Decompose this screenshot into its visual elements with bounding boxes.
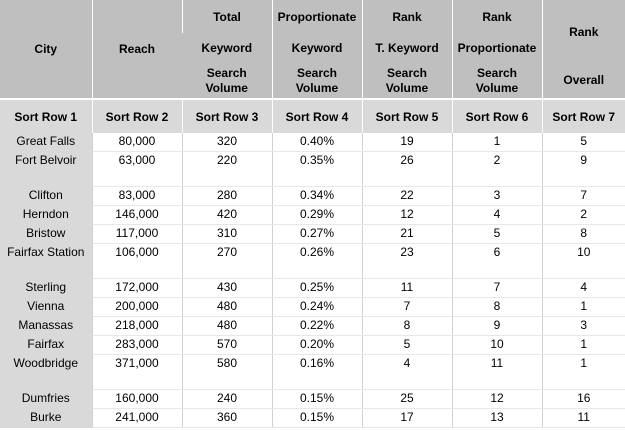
header-col7-top[interactable]: Rank (542, 0, 625, 63)
cell-city: Manassas (0, 317, 92, 336)
table-row (0, 298, 625, 317)
cell-proportionate-keyword: 0.15% (272, 409, 362, 428)
cell-reach: 63,000 (92, 152, 182, 187)
cell-total-keyword: 430 (182, 279, 272, 298)
header-reach[interactable]: Reach (92, 0, 182, 99)
cell-rank-proportionate: 7 (452, 279, 542, 298)
table-row (0, 336, 625, 355)
cell-city: Herndon (0, 206, 92, 225)
cell-city: Dumfries (0, 390, 92, 409)
table-row (0, 390, 625, 409)
cell-rank-proportionate: 2 (452, 152, 542, 187)
cell-rank-t-keyword: 25 (362, 390, 452, 409)
header-col6-mid: Proportionate (452, 33, 542, 63)
cell-reach: 160,000 (92, 390, 182, 409)
cell-rank-overall: 10 (542, 244, 625, 279)
cell-rank-proportionate: 1 (452, 133, 542, 152)
cell-rank-t-keyword: 11 (362, 279, 452, 298)
table-row (0, 279, 625, 298)
cell-reach: 200,000 (92, 298, 182, 317)
cell-total-keyword: 420 (182, 206, 272, 225)
cell-proportionate-keyword: 0.25% (272, 279, 362, 298)
cell-rank-proportionate: 13 (452, 409, 542, 428)
cell-reach: 117,000 (92, 225, 182, 244)
sort-row-3[interactable]: Sort Row 3 (182, 99, 272, 133)
cell-rank-overall: 2 (542, 206, 625, 225)
header-col6-top[interactable]: Rank (452, 0, 542, 33)
cell-total-keyword: 240 (182, 390, 272, 409)
sort-row-2[interactable]: Sort Row 2 (92, 99, 182, 133)
cell-total-keyword: 570 (182, 336, 272, 355)
cell-rank-t-keyword: 19 (362, 133, 452, 152)
table-row (0, 244, 625, 279)
header-col4-mid: Keyword (272, 33, 362, 63)
cell-rank-t-keyword: 5 (362, 336, 452, 355)
cell-total-keyword: 220 (182, 152, 272, 187)
cell-rank-overall: 11 (542, 409, 625, 428)
cell-city: Fort Belvoir (0, 152, 92, 187)
cell-reach: 83,000 (92, 187, 182, 206)
cell-reach: 371,000 (92, 355, 182, 390)
header-col5-bot: Search Volume (362, 63, 452, 99)
cell-total-keyword: 270 (182, 244, 272, 279)
cell-rank-overall: 1 (542, 298, 625, 317)
table-header (0, 0, 625, 99)
cell-reach: 172,000 (92, 279, 182, 298)
cell-city: Great Falls (0, 133, 92, 152)
cell-rank-proportionate: 11 (452, 355, 542, 390)
header-col3-bot: Search Volume (182, 63, 272, 99)
cell-rank-proportionate: 10 (452, 336, 542, 355)
table-row (0, 206, 625, 225)
cell-rank-overall: 5 (542, 133, 625, 152)
table-body (0, 133, 625, 428)
cell-total-keyword: 280 (182, 187, 272, 206)
header-city[interactable]: City (0, 0, 92, 99)
cell-city: Clifton (0, 187, 92, 206)
header-col7-bot: Overall (542, 63, 625, 99)
cell-proportionate-keyword: 0.34% (272, 187, 362, 206)
header-col3-top[interactable]: Total (182, 0, 272, 33)
cell-rank-overall: 3 (542, 317, 625, 336)
cell-proportionate-keyword: 0.35% (272, 152, 362, 187)
sort-row-1[interactable]: Sort Row 1 (0, 99, 92, 133)
cell-rank-overall: 16 (542, 390, 625, 409)
cell-rank-proportionate: 5 (452, 225, 542, 244)
header-col4-bot: Search Volume (272, 63, 362, 99)
cell-proportionate-keyword: 0.15% (272, 390, 362, 409)
cell-total-keyword: 580 (182, 355, 272, 390)
cell-rank-overall: 8 (542, 225, 625, 244)
cell-proportionate-keyword: 0.20% (272, 336, 362, 355)
cell-rank-t-keyword: 12 (362, 206, 452, 225)
cell-rank-overall: 9 (542, 152, 625, 187)
cell-proportionate-keyword: 0.27% (272, 225, 362, 244)
cell-reach: 146,000 (92, 206, 182, 225)
cell-proportionate-keyword: 0.26% (272, 244, 362, 279)
cell-proportionate-keyword: 0.40% (272, 133, 362, 152)
cell-rank-t-keyword: 7 (362, 298, 452, 317)
table-row (0, 133, 625, 152)
cell-total-keyword: 320 (182, 133, 272, 152)
cell-rank-t-keyword: 23 (362, 244, 452, 279)
cell-rank-proportionate: 12 (452, 390, 542, 409)
header-col3-mid: Keyword (182, 33, 272, 63)
cell-total-keyword: 360 (182, 409, 272, 428)
cell-rank-t-keyword: 17 (362, 409, 452, 428)
cell-rank-proportionate: 8 (452, 298, 542, 317)
sort-row-6[interactable]: Sort Row 6 (452, 99, 542, 133)
cell-reach: 218,000 (92, 317, 182, 336)
cell-city: Burke (0, 409, 92, 428)
cell-rank-t-keyword: 26 (362, 152, 452, 187)
cell-city: Fairfax Station (0, 244, 92, 279)
cell-city: Fairfax (0, 336, 92, 355)
cell-total-keyword: 480 (182, 317, 272, 336)
sort-row-7[interactable]: Sort Row 7 (542, 99, 625, 133)
cell-city: Vienna (0, 298, 92, 317)
cell-total-keyword: 480 (182, 298, 272, 317)
cell-city: Bristow (0, 225, 92, 244)
cell-rank-proportionate: 6 (452, 244, 542, 279)
cell-rank-overall: 1 (542, 336, 625, 355)
cell-rank-proportionate: 3 (452, 187, 542, 206)
cell-total-keyword: 310 (182, 225, 272, 244)
sort-row-4[interactable]: Sort Row 4 (272, 99, 362, 133)
cell-proportionate-keyword: 0.24% (272, 298, 362, 317)
cell-proportionate-keyword: 0.29% (272, 206, 362, 225)
cell-rank-t-keyword: 8 (362, 317, 452, 336)
table-row (0, 187, 625, 206)
table-row (0, 225, 625, 244)
table-row (0, 409, 625, 428)
cell-reach: 283,000 (92, 336, 182, 355)
cell-rank-overall: 4 (542, 279, 625, 298)
sort-row-5[interactable]: Sort Row 5 (362, 99, 452, 133)
header-col6-bot: Search Volume (452, 63, 542, 99)
header-col5-top[interactable]: Rank (362, 0, 452, 33)
cell-rank-proportionate: 4 (452, 206, 542, 225)
cell-reach: 80,000 (92, 133, 182, 152)
cell-rank-t-keyword: 22 (362, 187, 452, 206)
table-row (0, 152, 625, 187)
cell-city: Woodbridge (0, 355, 92, 390)
table-row (0, 317, 625, 336)
cell-rank-t-keyword: 4 (362, 355, 452, 390)
cell-reach: 241,000 (92, 409, 182, 428)
header-col4-top[interactable]: Proportionate (272, 0, 362, 33)
sort-row (0, 99, 625, 133)
cell-proportionate-keyword: 0.16% (272, 355, 362, 390)
cell-rank-t-keyword: 21 (362, 225, 452, 244)
cell-city: Sterling (0, 279, 92, 298)
cell-rank-overall: 1 (542, 355, 625, 390)
cell-proportionate-keyword: 0.22% (272, 317, 362, 336)
cell-rank-overall: 7 (542, 187, 625, 206)
table-row (0, 355, 625, 390)
header-col5-mid: T. Keyword (362, 33, 452, 63)
cell-reach: 106,000 (92, 244, 182, 279)
cell-rank-proportionate: 9 (452, 317, 542, 336)
